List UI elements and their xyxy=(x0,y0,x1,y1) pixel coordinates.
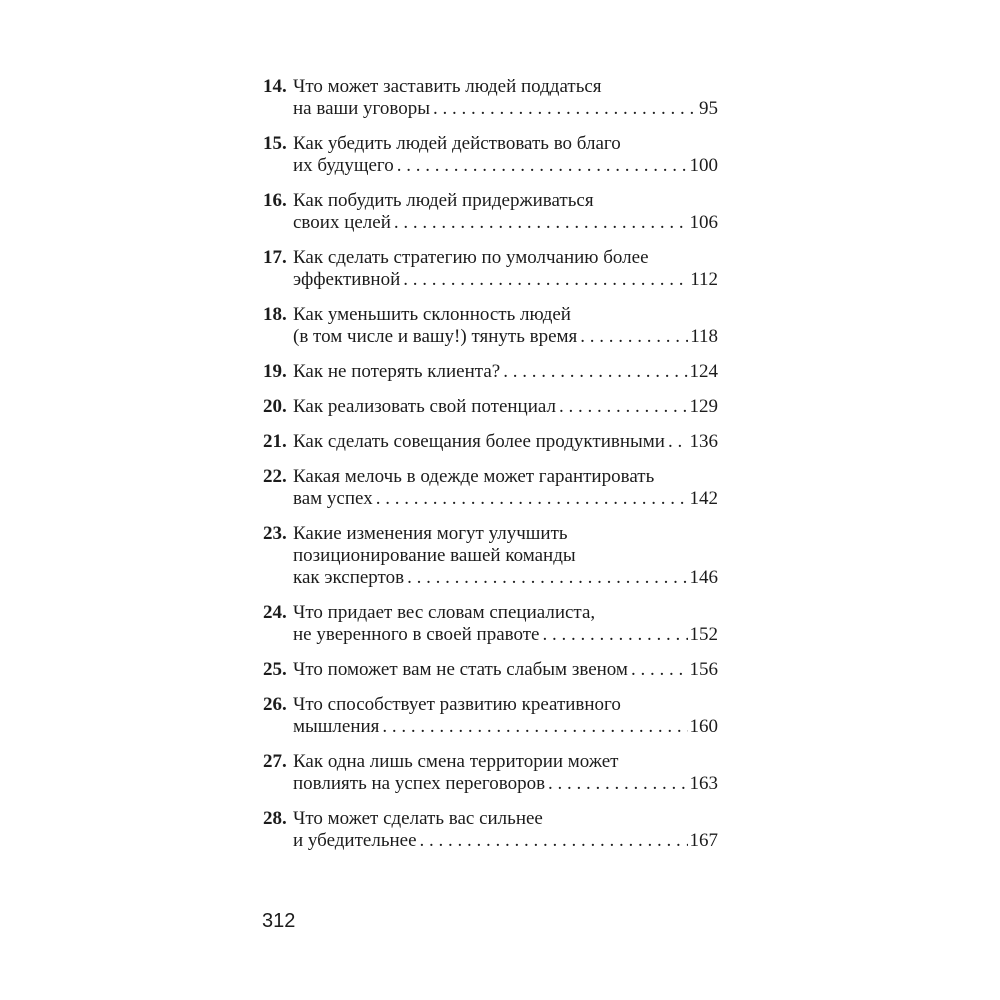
toc-entry-number: 16. xyxy=(263,190,287,211)
toc-entry-line xyxy=(263,773,718,795)
toc-entry-page: 112 xyxy=(690,269,718,290)
toc-entry xyxy=(263,396,718,418)
toc-entry-page: 152 xyxy=(689,624,718,645)
toc-entry-line xyxy=(263,694,718,716)
toc-entry-page: 136 xyxy=(689,431,718,452)
toc-entry-page: 100 xyxy=(689,155,718,176)
toc-entry-number: 28. xyxy=(263,808,287,829)
toc-entry-line xyxy=(263,304,718,326)
toc-entry-number: 19. xyxy=(263,361,287,382)
toc-entry xyxy=(263,247,718,291)
toc-entry-line xyxy=(263,190,718,212)
toc-entry-line xyxy=(263,567,718,589)
toc-entry-title: не уверенного в своей правоте xyxy=(293,624,540,645)
toc-entry-number: 14. xyxy=(263,76,287,97)
toc-entry-title: Как сделать совещания более продуктивными xyxy=(293,431,665,452)
dot-leader xyxy=(420,830,688,852)
toc-entry-title: Что может заставить людей поддаться xyxy=(293,76,602,97)
toc-entry-title: Как сделать стратегию по умолчанию более xyxy=(293,247,649,268)
toc-entry-line xyxy=(263,155,718,177)
toc-entry-title: Какая мелочь в одежде может гарантировать xyxy=(293,466,655,487)
toc-entry-line xyxy=(263,133,718,155)
dot-leader xyxy=(403,269,688,291)
toc-entry-title: на ваши уговоры xyxy=(293,98,430,119)
toc-entry-title: Что поможет вам не стать слабым звеном xyxy=(293,659,628,680)
dot-leader xyxy=(376,488,688,510)
toc-entry xyxy=(263,304,718,348)
toc-entry-number: 25. xyxy=(263,659,287,680)
toc-entry-line xyxy=(263,830,718,852)
table-of-contents xyxy=(263,76,718,865)
dot-leader xyxy=(433,98,697,120)
toc-entry-line xyxy=(263,808,718,830)
toc-entry-page: 163 xyxy=(689,773,718,794)
toc-entry-line xyxy=(263,431,718,453)
toc-entry-number: 27. xyxy=(263,751,287,772)
toc-entry xyxy=(263,361,718,383)
toc-entry-page: 129 xyxy=(689,396,718,417)
dot-leader xyxy=(548,773,687,795)
toc-entry-line xyxy=(263,488,718,510)
toc-entry-title: позиционирование вашей команды xyxy=(293,545,576,566)
toc-entry-page: 142 xyxy=(689,488,718,509)
toc-entry-title: Как побудить людей придерживаться xyxy=(293,190,594,211)
toc-entry-title: Как одна лишь смена территории может xyxy=(293,751,619,772)
toc-entry-title: Как уменьшить склонность людей xyxy=(293,304,571,325)
toc-entry-number: 17. xyxy=(263,247,287,268)
toc-entry-line xyxy=(263,361,718,383)
toc-entry-line xyxy=(263,659,718,681)
toc-entry-number: 20. xyxy=(263,396,287,417)
toc-entry xyxy=(263,602,718,646)
toc-entry-title: эффективной xyxy=(293,269,401,290)
dot-leader xyxy=(407,567,687,589)
toc-entry-title: своих целей xyxy=(293,212,391,233)
toc-entry xyxy=(263,190,718,234)
toc-entry-title: как экспертов xyxy=(293,567,405,588)
dot-leader xyxy=(397,155,688,177)
toc-entry-number: 21. xyxy=(263,431,287,452)
page-number: 312 xyxy=(262,910,296,932)
toc-entry-line xyxy=(263,76,718,98)
toc-entry-number: 23. xyxy=(263,523,287,544)
toc-entry-title: Какие изменения могут улучшить xyxy=(293,523,568,544)
toc-entry-title: Как убедить людей действовать во благо xyxy=(293,133,621,154)
toc-entry-page: 167 xyxy=(689,830,718,851)
toc-entry xyxy=(263,133,718,177)
toc-entry-title: и убедительнее xyxy=(293,830,417,851)
toc-entry-title: Что способствует развитию креативного xyxy=(293,694,621,715)
dot-leader xyxy=(559,396,688,418)
toc-entry-line xyxy=(263,269,718,291)
toc-entry xyxy=(263,808,718,852)
toc-entry-number: 15. xyxy=(263,133,287,154)
toc-entry-line xyxy=(263,326,718,348)
toc-entry-number: 24. xyxy=(263,602,287,623)
toc-entry-line xyxy=(263,751,718,773)
toc-entry-title: (в том числе и вашу!) тянуть время xyxy=(293,326,578,347)
toc-entry xyxy=(263,751,718,795)
toc-entry xyxy=(263,76,718,120)
dot-leader xyxy=(580,326,688,348)
toc-entry xyxy=(263,523,718,589)
toc-entry-page: 124 xyxy=(689,361,718,382)
toc-entry-line xyxy=(263,396,718,418)
toc-entry-page: 95 xyxy=(699,98,718,119)
dot-leader xyxy=(382,716,687,738)
toc-entry-title: Как реализовать свой потенциал xyxy=(293,396,556,417)
toc-entry-page: 156 xyxy=(689,659,718,680)
toc-entry xyxy=(263,694,718,738)
dot-leader xyxy=(394,212,688,234)
toc-entry-title: Что может сделать вас сильнее xyxy=(293,808,543,829)
toc-entry-number: 22. xyxy=(263,466,287,487)
toc-entry xyxy=(263,466,718,510)
toc-entry-line xyxy=(263,602,718,624)
toc-entry-number: 26. xyxy=(263,694,287,715)
toc-entry-number: 18. xyxy=(263,304,287,325)
toc-entry-line xyxy=(263,523,718,545)
toc-entry-line xyxy=(263,98,718,120)
toc-entry-page: 118 xyxy=(690,326,718,347)
toc-entry-title: повлиять на успех переговоров xyxy=(293,773,546,794)
toc-entry-title: Как не потерять клиента? xyxy=(293,361,501,382)
toc-entry xyxy=(263,659,718,681)
toc-entry-line xyxy=(263,545,718,567)
toc-entry xyxy=(263,431,718,453)
toc-entry-page: 106 xyxy=(689,212,718,233)
toc-entry-line xyxy=(263,247,718,269)
toc-entry-line xyxy=(263,624,718,646)
toc-entry-page: 160 xyxy=(689,716,718,737)
toc-entry-page: 146 xyxy=(689,567,718,588)
dot-leader xyxy=(543,624,688,646)
toc-entry-line xyxy=(263,212,718,234)
dot-leader xyxy=(631,659,688,681)
toc-entry-title: Что придает вес словам специалиста, xyxy=(293,602,596,623)
dot-leader xyxy=(503,361,687,383)
toc-entry-line xyxy=(263,716,718,738)
toc-entry-title: мышления xyxy=(293,716,380,737)
toc-entry-title: вам успех xyxy=(293,488,373,509)
toc-entry-line xyxy=(263,466,718,488)
toc-entry-title: их будущего xyxy=(293,155,394,176)
dot-leader xyxy=(668,431,688,453)
